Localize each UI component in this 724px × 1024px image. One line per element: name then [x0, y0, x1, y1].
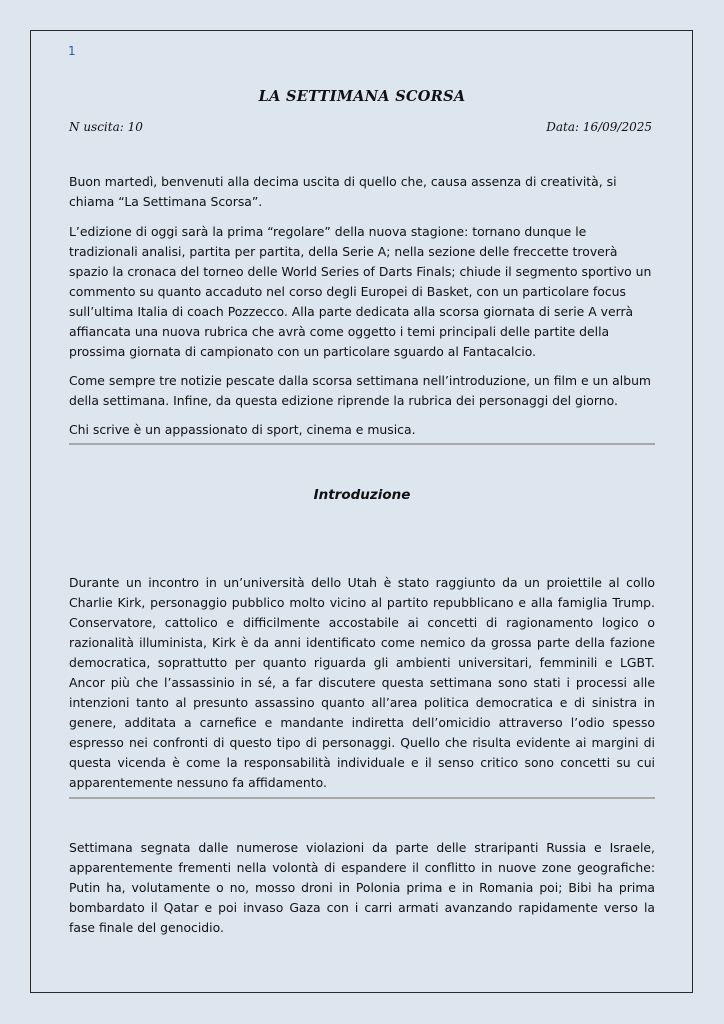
news-item-conflicts — [69, 838, 655, 938]
page-number: 1 — [68, 44, 76, 58]
section-divider — [69, 797, 655, 799]
recurring-features-paragraph: Come sempre tre notizie pescate dalla scorsa settimana nell’introduzione, un film e un album della settimana. Infine, da questa edizione riprende la rubrica dei personaggi del giorno. — [69, 373, 651, 408]
news-paragraph: Settimana segnata dalle numerose violazioni da parte delle straripanti Russia e Israele, apparentemente frementi nella volontà di espandere il conflitto in nuove zone geografiche: Putin ha, volutamente o no, mosso droni in Polonia prima e in Romania poi; Bibi ha prima bombardato il Qatar e poi invaso Gaza con i carri armati avanzando rapidamente verso la fase finale del genocidio. — [69, 840, 655, 935]
intro-section — [69, 172, 655, 440]
news-paragraph: Durante un incontro in un’università dello Utah è stato raggiunto da un proiettile al collo Charlie Kirk, personaggio pubblico molto vicino al partito repubblicano e alla famiglia Trump. Conservatore, cattolico e difficilmente accostabile ai concetti di ragionamento logico o razionalità illuminista, Kirk è da anni identificato come nemico da grossa parte della fazione democratica, soprattutto per quanto riguarda gli ambienti universitari, femminili e LGBT. Ancor più che l’assassinio in sé, a far discutere questa settimana sono stati i processi alle intenzioni tanto al presunto assassino quanto all’area politica democratica e di sinistra in genere, additata a carnefice e mandante indiretta dell’omicidio attraverso l’odio spesso espresso nei confronti di questo tipo di personaggi. Quello che risulta evidente ai margini di questa vicenda è come la responsabilità individuale e il senso critico sono concetti su cui apparentemente nessuno fa affidamento. — [69, 575, 655, 790]
welcome-paragraph: Buon martedì, benvenuti alla decima uscita di quello che, causa assenza di creatività, si chiama “La Settimana Scorsa”. — [69, 174, 617, 209]
edition-overview-paragraph: L’edizione di oggi sarà la prima “regolare” della nuova stagione: tornano dunque le tradizionali analisi, partita per partita, della Serie A; nella sezione delle freccette troverà spazio la cronaca del torneo delle World Series of Darts Finals; chiude il segmento sportivo un commento su quanto accaduto nel corso degli Europei di Basket, con un particolare focus sull’ultima Italia di coach Pozzecco. Alla parte dedicata alla scorsa giornata di serie A verrà affiancata una nuova rubrica che avrà come oggetto i temi principali delle partite della prossima giornata di campionato con un particolare sguardo al Fantacalcio. — [69, 224, 652, 359]
author-paragraph: Chi scrive è un appassionato di sport, cinema e musica. — [69, 422, 416, 437]
newsletter-title: LA SETTIMANA SCORSA — [258, 88, 466, 105]
news-item-kirk — [69, 573, 655, 793]
issue-date: Data: 16/09/2025 — [546, 120, 652, 134]
section-title-introduzione: Introduzione — [313, 487, 411, 503]
section-divider — [69, 443, 655, 445]
issue-number: N uscita: 10 — [69, 120, 143, 134]
